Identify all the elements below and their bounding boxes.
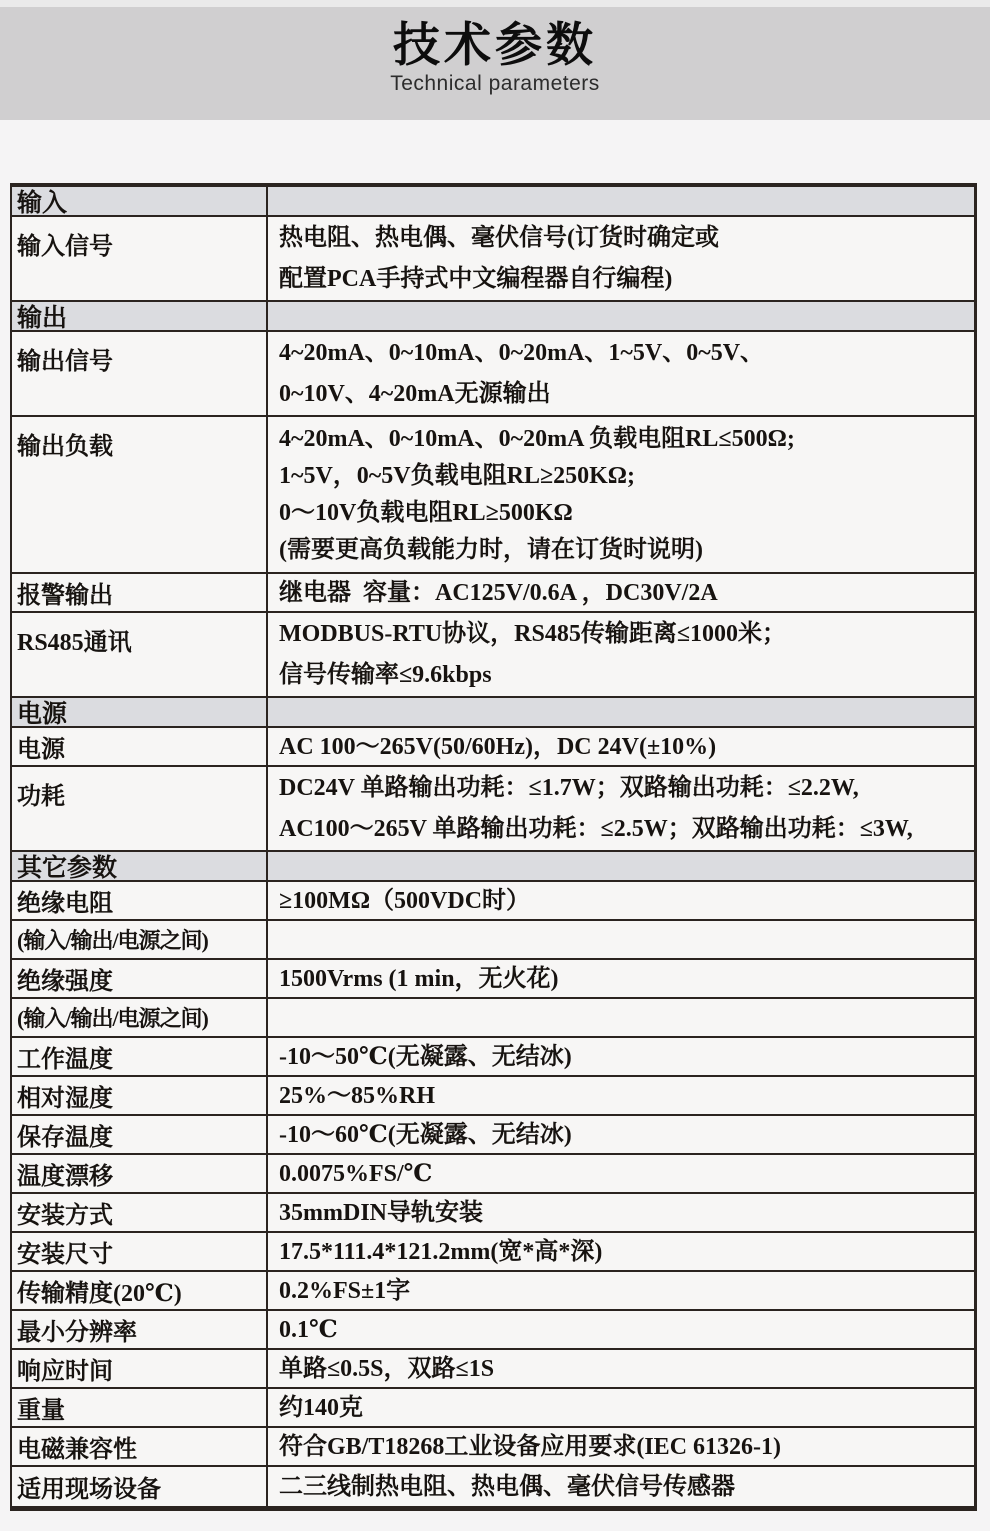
row-value xyxy=(268,1233,974,1270)
table-section-row xyxy=(12,852,974,882)
row-label: 电源 xyxy=(12,728,268,765)
row-value xyxy=(268,882,974,919)
table-row xyxy=(12,1155,974,1194)
row-value xyxy=(268,698,974,726)
row-label: 电磁兼容性 xyxy=(12,1428,268,1465)
page-header xyxy=(0,7,990,120)
row-value xyxy=(268,1467,974,1506)
row-value-line: 热电阻、热电偶、毫伏信号(订货时确定或 xyxy=(279,224,719,251)
row-label: 输出负载 xyxy=(12,417,268,572)
row-value-line: -10～50℃(无凝露、无结冰) xyxy=(279,1043,572,1070)
row-label: 相对湿度 xyxy=(12,1077,268,1114)
row-value-line: 信号传输率≤9.6kbps xyxy=(279,661,492,688)
table-row xyxy=(12,613,974,698)
table-row xyxy=(12,999,974,1038)
row-label: 保存温度 xyxy=(12,1116,268,1153)
row-value xyxy=(268,1077,974,1114)
table-row xyxy=(12,921,974,960)
row-value-line: 符合GB/T18268工业设备应用要求(IEC 61326-1) xyxy=(279,1433,782,1460)
row-label: 重量 xyxy=(12,1389,268,1426)
row-value xyxy=(268,1116,974,1153)
row-value-line: 0～10V负载电阻RL≥500KΩ xyxy=(279,499,573,526)
row-value xyxy=(268,613,974,696)
row-label: 工作温度 xyxy=(12,1038,268,1075)
row-value xyxy=(268,852,974,880)
table-row xyxy=(12,882,974,921)
row-value xyxy=(268,728,974,765)
row-value-line: (需要更高负载能力时，请在订货时说明) xyxy=(279,536,703,563)
table-row xyxy=(12,1311,974,1350)
row-value xyxy=(268,1194,974,1231)
row-value xyxy=(268,332,974,415)
row-value-line: 25%～85%RH xyxy=(279,1082,435,1109)
row-label: 适用现场设备 xyxy=(12,1467,268,1506)
table-row xyxy=(12,1038,974,1077)
table-row xyxy=(12,1389,974,1428)
row-label: 安装方式 xyxy=(12,1194,268,1231)
spec-table xyxy=(10,183,977,1511)
row-value xyxy=(268,999,974,1036)
table-row xyxy=(12,332,974,417)
row-label: 功耗 xyxy=(12,767,268,850)
table-section-row xyxy=(12,698,974,728)
row-label: (输入/输出/电源之间) xyxy=(12,921,268,958)
row-label: 响应时间 xyxy=(12,1350,268,1387)
row-value-line: 二三线制热电阻、热电偶、毫伏信号传感器 xyxy=(279,1473,735,1500)
row-label: 绝缘强度 xyxy=(12,960,268,997)
page-subtitle: Technical parameters xyxy=(390,71,600,95)
table-row xyxy=(12,1272,974,1311)
row-value xyxy=(268,417,974,572)
row-value xyxy=(268,187,974,215)
row-label: (输入/输出/电源之间) xyxy=(12,999,268,1036)
row-value xyxy=(268,1350,974,1387)
row-value-line: AC 100～265V(50/60Hz)，DC 24V(±10%) xyxy=(279,733,717,760)
row-value-line: 1500Vrms (1 min，无火花) xyxy=(279,965,559,992)
row-value xyxy=(268,1155,974,1192)
page-title: 技术参数 xyxy=(393,18,597,71)
top-strip xyxy=(0,0,990,7)
row-value xyxy=(268,217,974,300)
table-row xyxy=(12,1233,974,1272)
table-row xyxy=(12,728,974,767)
row-value xyxy=(268,1428,974,1465)
table-row xyxy=(12,1194,974,1233)
table-section-row xyxy=(12,302,974,332)
row-value-line: -10～60℃(无凝露、无结冰) xyxy=(279,1121,572,1148)
row-value-line: ≥100MΩ（500VDC时） xyxy=(279,887,531,914)
table-row xyxy=(12,1077,974,1116)
row-value-line: 0.1℃ xyxy=(279,1316,338,1343)
table-section-row xyxy=(12,187,974,217)
row-value-line: 0.2%FS±1字 xyxy=(279,1277,411,1304)
row-label: 电源 xyxy=(12,698,268,726)
table-row xyxy=(12,417,974,574)
row-value-line: 0~10V、4~20mA无源输出 xyxy=(279,380,551,407)
row-value xyxy=(268,1272,974,1309)
row-value xyxy=(268,302,974,330)
row-value-line: 0.0075%FS/℃ xyxy=(279,1160,433,1187)
row-value-line: 35mmDIN导轨安装 xyxy=(279,1199,483,1226)
row-value-line: 配置PCA手持式中文编程器自行编程) xyxy=(279,265,673,292)
row-value-line: 单路≤0.5S，双路≤1S xyxy=(279,1355,495,1382)
row-value-line: 继电器 容量：AC125V/0.6A ，DC30V/2A xyxy=(279,579,718,606)
table-row xyxy=(12,1428,974,1467)
row-value-line: 4~20mA、0~10mA、0~20mA、1~5V、0~5V、 xyxy=(279,339,765,366)
row-label: 输入信号 xyxy=(12,217,268,300)
table-row xyxy=(12,574,974,613)
row-label: 输出信号 xyxy=(12,332,268,415)
row-value-line: 约140克 xyxy=(279,1394,363,1421)
table-row xyxy=(12,217,974,302)
row-label: 输出 xyxy=(12,302,268,330)
row-label: 安装尺寸 xyxy=(12,1233,268,1270)
row-value xyxy=(268,574,974,611)
table-row xyxy=(12,1350,974,1389)
row-value xyxy=(268,1311,974,1348)
row-label: 最小分辨率 xyxy=(12,1311,268,1348)
row-value xyxy=(268,960,974,997)
row-value-line: DC24V 单路输出功耗：≤1.7W；双路输出功耗：≤2.2W, xyxy=(279,774,859,801)
table-row xyxy=(12,960,974,999)
row-label: 温度漂移 xyxy=(12,1155,268,1192)
row-value-line: 1~5V，0~5V负载电阻RL≥250KΩ; xyxy=(279,462,636,489)
row-label: 报警输出 xyxy=(12,574,268,611)
row-value-line: AC100～265V 单路输出功耗：≤2.5W；双路输出功耗：≤3W, xyxy=(279,815,913,842)
row-label: 其它参数 xyxy=(12,852,268,880)
table-row xyxy=(12,1467,974,1506)
row-value-line: 4~20mA、0~10mA、0~20mA 负载电阻RL≤500Ω; xyxy=(279,425,795,452)
row-label: 绝缘电阻 xyxy=(12,882,268,919)
row-value xyxy=(268,1038,974,1075)
row-label: 传输精度(20℃) xyxy=(12,1272,268,1309)
row-value-line: 17.5*111.4*121.2mm(宽*高*深) xyxy=(279,1238,603,1265)
row-value xyxy=(268,1389,974,1426)
row-value xyxy=(268,921,974,958)
table-row xyxy=(12,1116,974,1155)
row-value xyxy=(268,767,974,850)
row-value-line: MODBUS-RTU协议，RS485传输距离≤1000米； xyxy=(279,620,787,647)
row-label: RS485通讯 xyxy=(12,613,268,696)
row-label: 输入 xyxy=(12,187,268,215)
table-row xyxy=(12,767,974,852)
